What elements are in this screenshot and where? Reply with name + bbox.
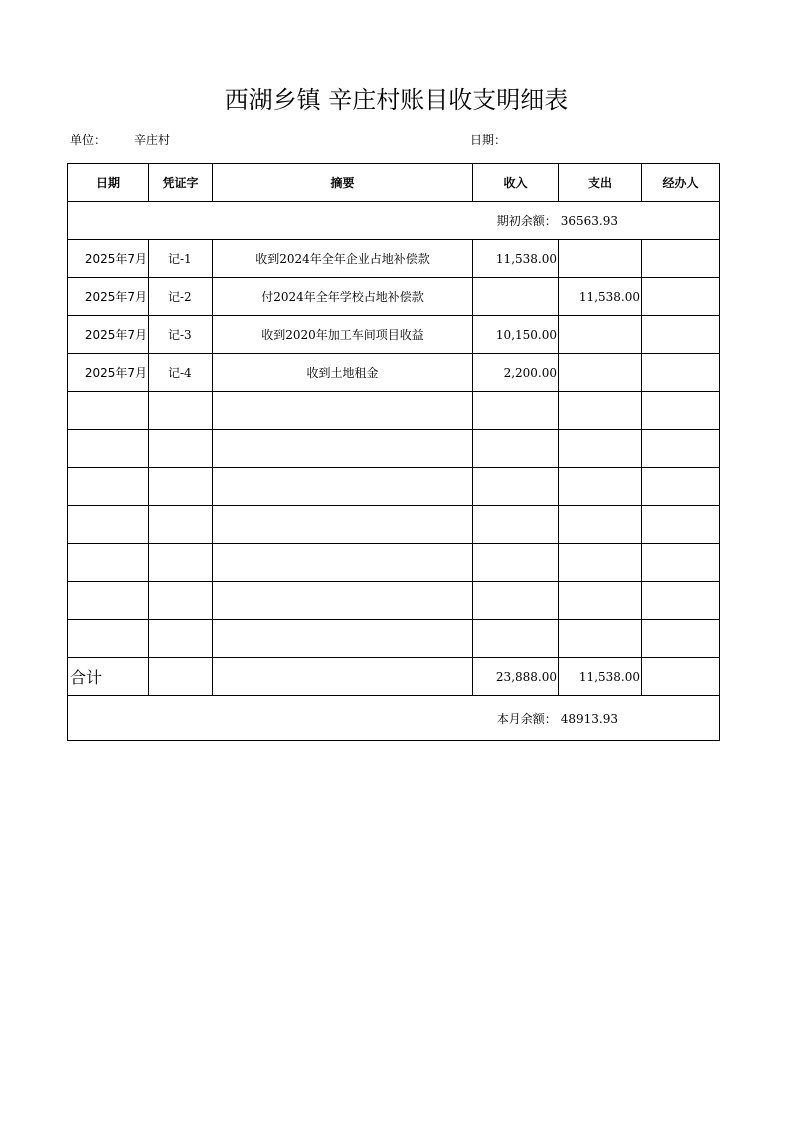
row-handler (642, 240, 720, 278)
closing-balance-value: 48913.93 (560, 711, 618, 726)
row-date: 2025年7月 (68, 354, 149, 392)
opening-balance-value: 36563.93 (560, 214, 618, 228)
table-row (68, 316, 720, 354)
row-income: 10,150.00 (473, 316, 559, 354)
header-row (68, 164, 720, 202)
col-header-handler: 经办人 (642, 164, 720, 202)
row-voucher: 记-1 (149, 240, 213, 278)
row-voucher: 记-3 (149, 316, 213, 354)
row-income: 2,200.00 (473, 354, 559, 392)
total-income: 23,888.00 (473, 658, 559, 696)
empty-row (68, 582, 720, 620)
row-expense (559, 316, 642, 354)
opening-balance-cell (68, 202, 720, 240)
closing-balance-row (68, 696, 720, 741)
closing-balance-cell (68, 696, 720, 741)
row-handler (642, 316, 720, 354)
date-label: 日期： (470, 133, 507, 147)
row-expense (559, 354, 642, 392)
row-date: 2025年7月 (68, 278, 149, 316)
row-summary: 付2024年全年学校占地补偿款 (213, 278, 473, 316)
empty-row (68, 544, 720, 582)
opening-balance-row (68, 202, 720, 240)
row-date: 2025年7月 (68, 316, 149, 354)
table-row (68, 278, 720, 316)
col-header-date: 日期 (68, 164, 149, 202)
col-header-expense: 支出 (559, 164, 642, 202)
row-summary: 收到2024年全年企业占地补偿款 (213, 240, 473, 278)
row-voucher: 记-4 (149, 354, 213, 392)
row-summary: 收到土地租金 (213, 354, 473, 392)
row-income (473, 278, 559, 316)
ledger-table (67, 163, 720, 741)
row-handler (642, 278, 720, 316)
opening-balance-label: 期初余额： (496, 214, 557, 228)
row-voucher: 记-2 (149, 278, 213, 316)
col-header-voucher: 凭证字 (149, 164, 213, 202)
col-header-income: 收入 (473, 164, 559, 202)
unit-value: 辛庄村 (134, 133, 171, 147)
empty-row (68, 620, 720, 658)
total-row (68, 658, 720, 696)
table-row (68, 354, 720, 392)
empty-row (68, 468, 720, 506)
page-title: 西湖乡镇 辛庄村账目收支明细表 (224, 86, 569, 114)
row-date: 2025年7月 (68, 240, 149, 278)
row-summary: 收到2020年加工车间项目收益 (213, 316, 473, 354)
col-header-summary: 摘要 (213, 164, 473, 202)
total-expense: 11,538.00 (559, 658, 642, 696)
total-label: 合计 (68, 658, 149, 696)
row-expense (559, 240, 642, 278)
empty-row (68, 430, 720, 468)
unit-label: 单位： (70, 133, 107, 147)
row-income: 11,538.00 (473, 240, 559, 278)
row-handler (642, 354, 720, 392)
closing-balance-label: 本月余额： (496, 711, 557, 726)
row-expense: 11,538.00 (559, 278, 642, 316)
table-row (68, 240, 720, 278)
empty-row (68, 392, 720, 430)
empty-row (68, 506, 720, 544)
